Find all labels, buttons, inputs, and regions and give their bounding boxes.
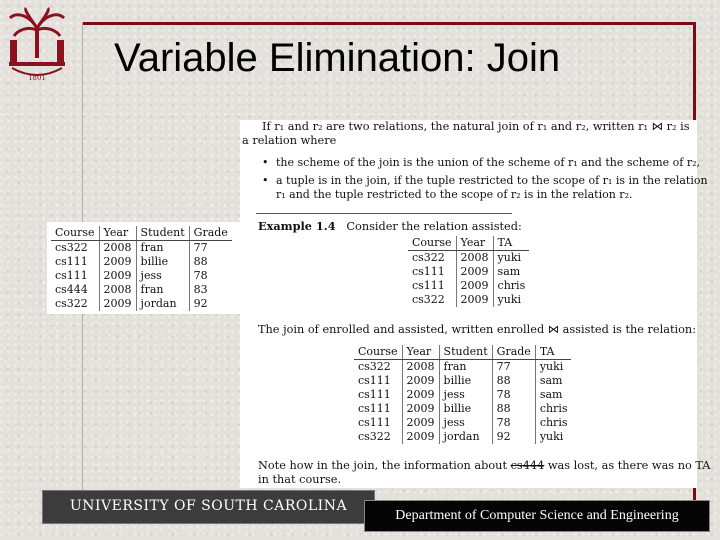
table-cell: cs322	[358, 430, 391, 443]
assisted-header-row	[408, 236, 529, 251]
note-line-2: in that course.	[258, 473, 342, 486]
table-row	[354, 388, 571, 402]
table-cell: cs322	[55, 241, 88, 254]
join-description: The join of enrolled and assisted, written enrolled ⋈ assisted is the relation:	[258, 323, 697, 336]
table-cell: jordan	[136, 297, 189, 311]
joined-header: Student	[439, 345, 492, 360]
table-row	[408, 265, 529, 279]
table-cell: 2009	[456, 293, 493, 307]
table-cell: sam	[493, 265, 529, 279]
table-cell: yuki	[493, 293, 529, 307]
table-cell: 88	[189, 255, 232, 269]
table-cell: cs111	[412, 279, 445, 292]
note-course: cs444	[510, 459, 545, 472]
table-row	[408, 251, 529, 266]
joined-table	[354, 345, 571, 444]
table-cell: 2009	[402, 388, 439, 402]
table-row	[354, 402, 571, 416]
assisted-header: Year	[456, 236, 493, 251]
table-cell: fran	[439, 360, 492, 375]
table-cell: yuki	[535, 430, 571, 444]
note-line-1	[258, 459, 710, 473]
definition-line-1: If r₁ and r₂ are two relations, the natural join of r₁ and r₂, written r₁ ⋈ r₂ is	[262, 120, 690, 133]
bullet-tuple-cont: r₁ and the tuple restricted to the scope of r₂ is in the relation r₂.	[276, 188, 633, 201]
table-row	[408, 279, 529, 293]
table-cell: 78	[189, 269, 232, 283]
table-cell: 2008	[99, 283, 136, 297]
table-cell: 92	[492, 430, 535, 444]
table-cell: 2009	[456, 279, 493, 293]
table-cell: jess	[439, 416, 492, 430]
table-cell: cs322	[55, 297, 88, 310]
assisted-table	[408, 236, 529, 307]
enrolled-table	[51, 226, 232, 311]
table-cell: 2009	[456, 265, 493, 279]
joined-header: TA	[535, 345, 571, 360]
table-row	[354, 416, 571, 430]
table-cell: billie	[136, 255, 189, 269]
enrolled-header: Year	[99, 226, 136, 241]
table-cell: 2009	[99, 297, 136, 311]
enrolled-panel	[47, 222, 241, 314]
table-cell: yuki	[493, 251, 529, 266]
enrolled-header: Student	[136, 226, 189, 241]
example-line	[258, 219, 522, 234]
joined-header-row	[354, 345, 571, 360]
table-row	[51, 297, 232, 311]
table-cell: jess	[136, 269, 189, 283]
assisted-header: TA	[493, 236, 529, 251]
table-cell: 78	[492, 416, 535, 430]
table-cell: 2009	[99, 255, 136, 269]
palmetto-logo-icon	[6, 6, 68, 84]
table-cell: 2009	[402, 430, 439, 444]
table-cell: chris	[535, 416, 571, 430]
table-cell: jess	[439, 388, 492, 402]
table-cell: billie	[439, 402, 492, 416]
table-row	[354, 360, 571, 375]
definition-panel	[240, 120, 711, 488]
joined-header: Year	[402, 345, 439, 360]
table-cell: 2009	[402, 374, 439, 388]
table-cell: 2009	[99, 269, 136, 283]
table-cell: 2009	[402, 416, 439, 430]
bullet-scheme: • the scheme of the join is the union of the scheme of r₁ and the scheme of r₂,	[276, 156, 700, 170]
table-cell: 88	[492, 402, 535, 416]
table-cell: cs111	[358, 388, 391, 401]
joined-header: Course	[354, 345, 402, 360]
assisted-header: Course	[408, 236, 456, 251]
table-row	[51, 283, 232, 297]
table-row	[354, 430, 571, 444]
table-cell: billie	[439, 374, 492, 388]
example-label: Example 1.4	[258, 219, 336, 233]
example-divider	[256, 213, 512, 214]
table-cell: fran	[136, 241, 189, 256]
note-post: was lost, as there was no TA	[544, 459, 711, 472]
table-cell: cs111	[412, 265, 445, 278]
enrolled-header: Course	[51, 226, 99, 241]
table-cell: 2008	[456, 251, 493, 266]
table-cell: cs111	[358, 402, 391, 415]
enrolled-header: Grade	[189, 226, 232, 241]
table-cell: cs111	[55, 269, 88, 282]
table-cell: cs444	[55, 283, 88, 296]
example-text: Consider the relation assisted:	[346, 220, 522, 233]
note-pre: Note how in the join, the information about	[258, 459, 511, 472]
table-cell: cs322	[412, 293, 445, 306]
table-row	[354, 374, 571, 388]
table-cell: cs111	[55, 255, 88, 268]
table-cell: jordan	[439, 430, 492, 444]
table-cell: fran	[136, 283, 189, 297]
table-cell: chris	[535, 402, 571, 416]
joined-header: Grade	[492, 345, 535, 360]
table-cell: cs322	[358, 360, 391, 373]
slide-title: Variable Elimination: Join	[114, 36, 561, 80]
definition-line-2: a relation where	[242, 134, 337, 147]
bullet-tuple: • a tuple is in the join, if the tuple restricted to the scope of r₁ is in the relation	[276, 174, 708, 188]
university-logo	[6, 6, 68, 84]
table-cell: 2008	[99, 241, 136, 256]
university-footer: UNIVERSITY OF SOUTH CAROLINA	[42, 490, 375, 524]
table-row	[408, 293, 529, 307]
table-cell: 83	[189, 283, 232, 297]
table-cell: yuki	[535, 360, 571, 375]
frame-top-line	[82, 22, 696, 25]
enrolled-header-row	[51, 226, 232, 241]
table-cell: cs111	[358, 416, 391, 429]
table-cell: chris	[493, 279, 529, 293]
table-cell: sam	[535, 388, 571, 402]
table-cell: 78	[492, 388, 535, 402]
table-cell: 2008	[402, 360, 439, 375]
department-footer: Department of Computer Science and Engineering	[364, 500, 710, 532]
table-cell: sam	[535, 374, 571, 388]
table-cell: 92	[189, 297, 232, 311]
table-cell: 2009	[402, 402, 439, 416]
logo-year: 1801	[28, 74, 46, 82]
table-cell: 77	[492, 360, 535, 375]
table-row	[51, 269, 232, 283]
table-cell: cs111	[358, 374, 391, 387]
table-cell: cs322	[412, 251, 445, 264]
table-cell: 88	[492, 374, 535, 388]
table-cell: 77	[189, 241, 232, 256]
table-row	[51, 241, 232, 256]
table-row	[51, 255, 232, 269]
